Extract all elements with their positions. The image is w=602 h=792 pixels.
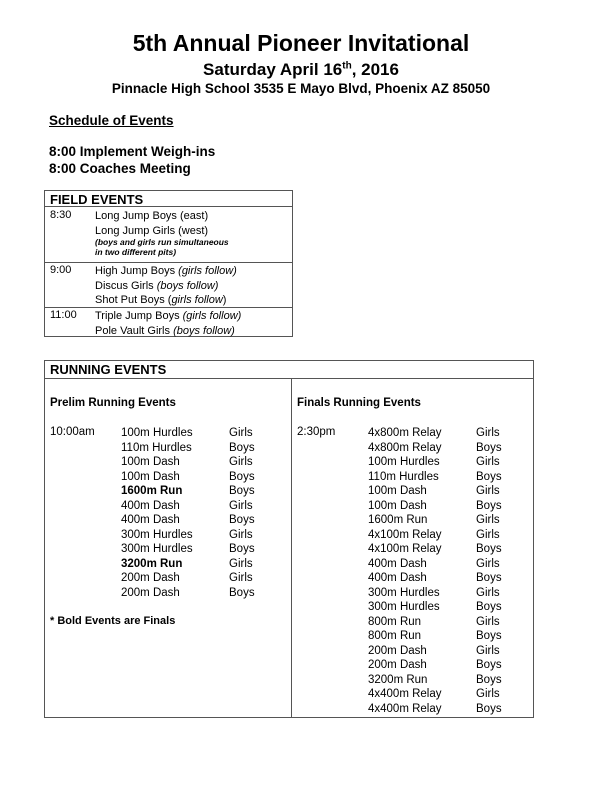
- event-gender: Boys: [476, 572, 502, 584]
- event-name: 200m Dash: [121, 572, 180, 584]
- finals-heading: Finals Running Events: [297, 397, 421, 409]
- event-line: [95, 324, 241, 339]
- event-gender: Girls: [229, 572, 253, 584]
- event-gender: Girls: [476, 514, 500, 526]
- event-row: [292, 600, 532, 615]
- event-text: Pole Vault Girls: [95, 324, 174, 337]
- date-suffix: th: [342, 60, 352, 72]
- event-name: 100m Hurdles: [368, 456, 440, 468]
- event-gender: Boys: [229, 543, 255, 555]
- event-name: 400m Dash: [368, 572, 427, 584]
- event-row: [292, 702, 532, 717]
- event-gender: Girls: [476, 427, 500, 439]
- event-gender: Boys: [476, 470, 502, 483]
- event-text-end: ): [222, 294, 227, 306]
- event-row: [292, 513, 532, 528]
- event-name: 200m Dash: [121, 586, 180, 599]
- event-line: Long Jump Boys (east): [95, 210, 209, 222]
- event-name: 100m Dash: [368, 485, 427, 497]
- event-row: [292, 441, 532, 456]
- event-name: 3200m Run: [368, 673, 428, 686]
- event-row: [292, 687, 532, 702]
- event-row: [45, 441, 291, 456]
- event-gender: Boys: [476, 441, 502, 454]
- event-row: [45, 528, 291, 543]
- event-name: 800m Run: [368, 615, 422, 628]
- event-name: 300m Hurdles: [121, 528, 193, 541]
- event-line: [95, 264, 237, 279]
- event-row: [292, 557, 532, 572]
- running-events-table: [44, 360, 534, 718]
- prelim-time: 10:00am: [50, 426, 95, 438]
- page-title: 5th Annual Pioneer Invitational: [132, 30, 470, 56]
- event-row: [45, 499, 291, 514]
- pre-meet-item: 8:00 Implement Weigh-ins: [49, 144, 216, 159]
- event-gender: Boys: [476, 543, 502, 555]
- event-gender: Girls: [229, 427, 253, 439]
- schedule-heading: Schedule of Events: [49, 113, 174, 128]
- event-name: 1600m Run: [121, 485, 183, 497]
- event-gender: Boys: [476, 499, 502, 512]
- pre-meet-items: [49, 143, 215, 177]
- session-events: [95, 209, 229, 258]
- event-name: 4x400m Relay: [368, 688, 442, 700]
- session-time: 9:00: [50, 264, 72, 276]
- event-note: (boys and girls run simultaneous: [95, 237, 229, 247]
- event-name: 4x400m Relay: [368, 702, 442, 715]
- event-follow: (girls follow): [182, 310, 242, 322]
- event-row: [45, 426, 291, 441]
- event-row: [292, 484, 532, 499]
- event-gender: Girls: [229, 456, 253, 468]
- event-row: [292, 644, 532, 659]
- event-gender: Boys: [476, 673, 502, 686]
- event-name: 100m Hurdles: [121, 427, 193, 439]
- event-text: High Jump Boys: [95, 265, 179, 277]
- event-gender: Boys: [229, 470, 255, 483]
- event-name: 1600m Run: [368, 514, 428, 526]
- event-text: Discus Girls: [95, 279, 157, 292]
- session-time: 8:30: [50, 209, 72, 221]
- event-name: 300m Hurdles: [368, 601, 440, 613]
- event-gender: Boys: [476, 601, 502, 613]
- event-line: Long Jump Girls (west): [95, 224, 209, 237]
- running-events-heading: RUNNING EVENTS: [45, 361, 533, 379]
- event-name: 100m Dash: [121, 470, 180, 483]
- field-events-table: [44, 190, 293, 337]
- event-name: 100m Dash: [368, 499, 427, 512]
- prelim-heading: Prelim Running Events: [50, 397, 176, 409]
- event-row: [292, 528, 532, 543]
- event-gender: Girls: [476, 586, 500, 599]
- event-row: [292, 615, 532, 630]
- event-row: [292, 499, 532, 514]
- event-name: 200m Dash: [368, 659, 427, 671]
- event-gender: Boys: [229, 586, 255, 599]
- event-gender: Girls: [229, 528, 253, 541]
- event-gender: Boys: [229, 485, 255, 497]
- date-year: , 2016: [351, 60, 399, 79]
- event-name: 400m Dash: [368, 557, 427, 570]
- event-row: [292, 673, 532, 688]
- event-follow: (girls follow): [178, 265, 237, 277]
- event-gender: Girls: [476, 456, 500, 468]
- event-name: 3200m Run: [121, 557, 183, 570]
- event-gender: Girls: [476, 615, 500, 628]
- event-name: 4x800m Relay: [368, 427, 442, 439]
- event-gender: Boys: [476, 659, 502, 671]
- session-events: [95, 264, 237, 308]
- event-name: 200m Dash: [368, 644, 427, 657]
- event-name: 300m Hurdles: [368, 586, 440, 599]
- event-date: [0, 60, 602, 80]
- event-note: in two different pits): [95, 247, 177, 257]
- event-row: [45, 484, 291, 499]
- event-row: [292, 658, 532, 673]
- event-name: 4x800m Relay: [368, 441, 442, 454]
- event-gender: Boys: [476, 630, 502, 642]
- session-events: [95, 309, 241, 338]
- field-session: [45, 307, 292, 336]
- field-session: [45, 207, 292, 263]
- date-text: Saturday April 16: [203, 60, 343, 79]
- event-name: 400m Dash: [121, 514, 180, 526]
- event-row: [292, 586, 532, 601]
- event-line: [95, 309, 241, 324]
- event-gender: Boys: [476, 702, 502, 715]
- event-name: 110m Hurdles: [368, 470, 439, 483]
- event-row: [292, 571, 532, 586]
- event-name: 4x100m Relay: [368, 528, 442, 541]
- field-session: [45, 262, 292, 308]
- pre-meet-item: 8:00 Coaches Meeting: [49, 161, 191, 176]
- event-gender: Girls: [476, 528, 500, 541]
- event-gender: Girls: [476, 485, 500, 497]
- event-row: [292, 455, 532, 470]
- event-line: [95, 293, 237, 308]
- event-follow: girls follow: [171, 294, 223, 306]
- field-events-heading: FIELD EVENTS: [45, 191, 292, 207]
- event-gender: Girls: [229, 499, 253, 512]
- event-row: [45, 470, 291, 485]
- event-row: [45, 513, 291, 528]
- event-text: Triple Jump Boys: [95, 310, 183, 322]
- event-follow: (boys follow): [156, 279, 219, 292]
- event-row: [45, 455, 291, 470]
- event-name: 800m Run: [368, 630, 422, 642]
- finals-time: 2:30pm: [297, 426, 336, 438]
- event-follow: (boys follow): [173, 324, 235, 337]
- event-row: [292, 426, 532, 441]
- event-name: 100m Dash: [121, 456, 180, 468]
- event-gender: Girls: [476, 557, 500, 570]
- event-gender: Girls: [476, 644, 500, 657]
- event-line: [95, 279, 237, 294]
- event-name: 110m Hurdles: [121, 441, 192, 454]
- event-row: [292, 542, 532, 557]
- venue-address: Pinnacle High School 3535 E Mayo Blvd, Phoenix AZ 85050: [111, 81, 491, 96]
- event-row: [45, 542, 291, 557]
- session-time: 11:00: [50, 309, 77, 321]
- event-gender: Boys: [229, 441, 255, 454]
- event-row: [45, 586, 291, 601]
- event-name: 300m Hurdles: [121, 543, 193, 555]
- event-name: 4x100m Relay: [368, 543, 442, 555]
- event-gender: Girls: [476, 688, 500, 700]
- event-gender: Boys: [229, 514, 255, 526]
- bold-finals-footnote: * Bold Events are Finals: [50, 615, 176, 627]
- event-row: [292, 629, 532, 644]
- event-row: [45, 557, 291, 572]
- event-gender: Girls: [229, 557, 253, 570]
- event-row: [292, 470, 532, 485]
- event-name: 400m Dash: [121, 499, 180, 512]
- event-row: [45, 571, 291, 586]
- event-text: Shot Put Boys (: [95, 294, 172, 306]
